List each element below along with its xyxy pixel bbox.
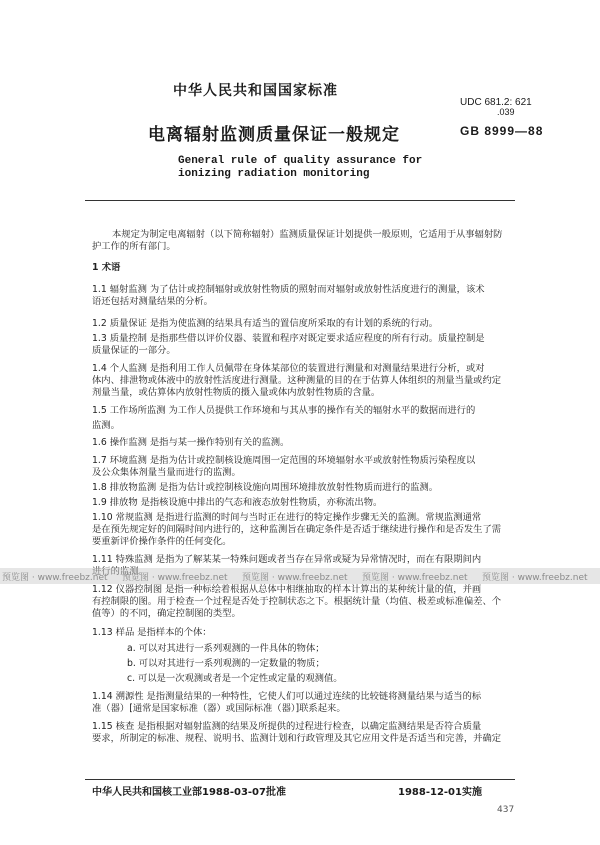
body-text-line: 1.5 工作场所监测 为工作人员提供工作环境和与其从事的操作有关的辐射水平的数据而进行的 xyxy=(92,405,476,416)
body-text-line: 1.9 排放物 是指核设施中排出的气态和液态放射性物质，亦称流出物。 xyxy=(92,497,383,508)
watermark-text: 预览图 · www.freebz.net xyxy=(2,573,108,583)
gb-code: GB 8999—88 xyxy=(460,124,544,138)
document-title-en-line2: ionizing radiation monitoring xyxy=(178,168,370,180)
body-text-line: 值等）的不同，确定控制图的类型。 xyxy=(92,608,241,619)
body-text-line: 及公众集体剂量当量而进行的监测。 xyxy=(92,467,241,478)
approval-note: 中华人民共和国核工业部1988-03-07批准 xyxy=(92,787,286,798)
body-text-line: 1.2 质量保证 是指为使监测的结果具有适当的置信度所采取的有计划的系统的行动。 xyxy=(92,318,439,329)
body-text-line: 要重新评价操作条件的任何变化。 xyxy=(92,536,232,547)
body-text-line: 1.14 溯源性 是指测量结果的一种特性，它使人们可以通过连续的比较链将测量结果与适当的标 xyxy=(92,691,482,702)
body-text-line: 1.6 操作监测 是指与某一操作特别有关的监测。 xyxy=(92,437,290,448)
body-text-line: 1.8 排放物监测 是指为估计或控制核设施向周围环境排放放射性物质而进行的监测。 xyxy=(92,482,439,493)
body-text-line: b. 可以对其进行一系列观测的一定数量的物质； xyxy=(127,658,325,669)
body-text-line: 1.10 常规监测 是指进行监测的时间与当时正在进行的特定操作步骤无关的监测。常规监测通常 xyxy=(92,512,482,523)
udc-code: UDC 681.2: 621 xyxy=(460,97,532,108)
body-text-line: 护工作的所有部门。 xyxy=(92,241,176,252)
body-text-line: 1.1 辐射监测 为了估计或控制辐射或放射性物质的照射而对辐射或放射性活度进行的测量，该术 xyxy=(92,284,485,295)
body-text-line: 1.4 个人监测 是指利用工作人员佩带在身体某部位的装置进行测量和对测量结果进行分析，或对 xyxy=(92,363,485,374)
body-text-line: 要求，所制定的标准、规程、说明书、监测计划和行政管理及其它应用文件是否适当和完善，并确定 xyxy=(92,733,502,744)
implementation-date: 1988-12-01实施 xyxy=(398,787,482,798)
watermark-text: 预览图 · www.freebz.net xyxy=(482,573,588,583)
body-text-line: 剂量当量，或估算体内放射性物质的摄入量或体内放射性物质的含量。 xyxy=(92,387,381,398)
body-text-line: 质量保证的一部分。 xyxy=(92,345,176,356)
body-text-line: 1.3 质量控制 是指那些借以评价仪器、装置和程序对既定要求适应程度的所有行动。质量控制是 xyxy=(92,333,485,344)
udc-code-sub: .039 xyxy=(497,107,515,117)
watermark-text: 预览图 · www.freebz.net xyxy=(242,573,348,583)
section-heading: 1 术语 xyxy=(92,262,121,273)
footer-divider xyxy=(85,779,515,780)
body-text-line: 进行的监测。 xyxy=(92,566,148,577)
page-number: 437 xyxy=(497,805,515,815)
body-text-line: 本规定为制定电离辐射（以下简称辐射）监测质量保证计划提供一般原则，它适用于从事辐射防 xyxy=(112,229,503,240)
body-text-line: 1.12 仪器控制图 是指一种标绘着根据从总体中相继抽取的样本计算出的某种统计量的值，并画 xyxy=(92,584,482,595)
body-text-line: 体内、排泄物或体液中的放射性活度进行测量。这种测量的目的在于估算人体组织的剂量当量或约定 xyxy=(92,375,502,386)
body-text-line: 准（器）[通常是国家标准（器）或国际标准（器）]联系起来。 xyxy=(92,703,346,714)
body-text-line: 1.7 环境监测 是指为估计或控制核设施周围一定范围的环境辐射水平或放射性物质污染程度以 xyxy=(92,455,476,466)
body-text-line: 1.15 核查 是指根据对辐射监测的结果及所提供的过程进行检查，以确定监测结果是否符合质量 xyxy=(92,721,482,732)
document-title-en-line1: General rule of quality assurance for xyxy=(178,155,423,167)
standard-name: 中华人民共和国国家标准 xyxy=(173,83,338,99)
document-title-cn: 电离辐射监测质量保证一般规定 xyxy=(148,125,400,145)
body-text-line: 监测。 xyxy=(92,420,120,431)
header-divider xyxy=(85,200,515,201)
body-text-line: a. 可以对其进行一系列观测的一件具体的物体； xyxy=(127,643,325,654)
watermark-text: 预览图 · www.freebz.net xyxy=(122,573,228,583)
body-text-line: 1.11 特殊监测 是指为了解某某一特殊问题或者当存在异常或疑为异常情况时，而在有限期间内 xyxy=(92,554,482,565)
watermark-text: 预览图 · www.freebz.net xyxy=(362,573,468,583)
body-text-line: 有控制限的图。用于检查一个过程是否处于控制状态之下。根据统计量（均值、极差或标准偏差、个 xyxy=(92,596,502,607)
body-text-line: 语还包括对测量结果的分析。 xyxy=(92,296,213,307)
body-text-line: c. 可以是一次观测或者是一个定性或定量的观测值。 xyxy=(127,673,343,684)
body-text-line: 是在预先规定好的间隔时间内进行的，这种监测旨在确定条件是否适于继续进行操作和是否发生了需 xyxy=(92,524,502,535)
body-text-line: 1.13 样品 是指样本的个体： xyxy=(92,627,212,638)
